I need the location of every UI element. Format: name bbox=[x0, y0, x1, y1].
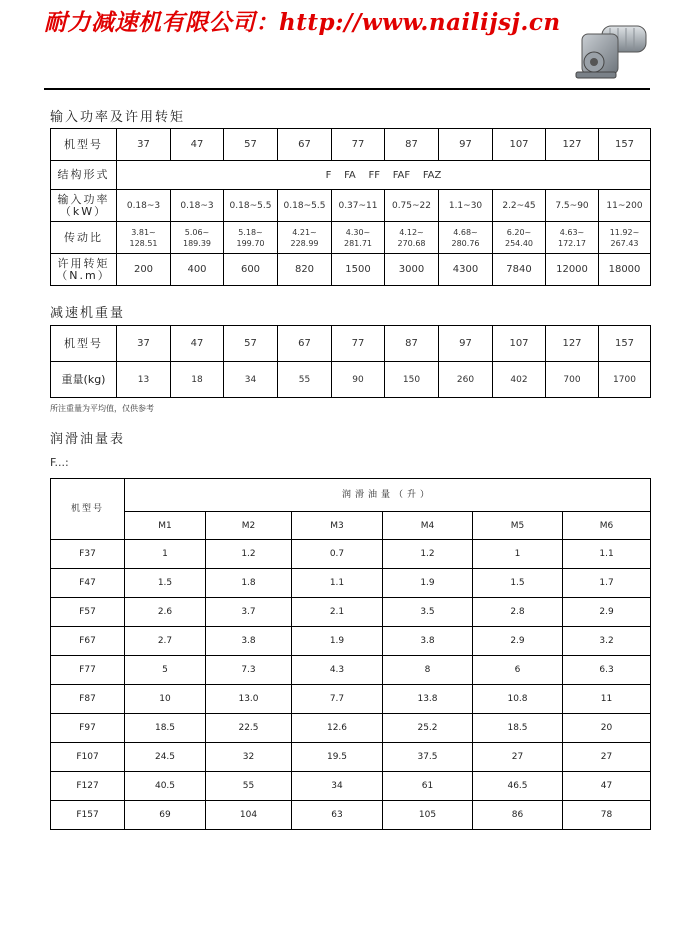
oil-cell: 2.9 bbox=[473, 627, 563, 656]
ratio-max: 228.99 bbox=[290, 238, 319, 248]
table-row bbox=[51, 656, 651, 685]
oil-cell: 47 bbox=[563, 772, 651, 801]
oil-model-cell: F97 bbox=[51, 714, 125, 743]
model-cell: 57 bbox=[224, 129, 278, 161]
model-cell: 97 bbox=[439, 129, 493, 161]
oil-cell: 10.8 bbox=[473, 685, 563, 714]
oil-cell: 40.5 bbox=[125, 772, 206, 801]
oil-cell: 18.5 bbox=[473, 714, 563, 743]
section-title-weight: 减速机重量 bbox=[50, 306, 126, 321]
position-header: M6 bbox=[563, 512, 651, 540]
header-divider bbox=[44, 88, 650, 90]
oil-cell: 8 bbox=[383, 656, 473, 685]
oil-cell: 2.7 bbox=[125, 627, 206, 656]
ratio-min: 4.12~ bbox=[399, 227, 424, 237]
oil-cell: 18.5 bbox=[125, 714, 206, 743]
torque-cell: 600 bbox=[224, 254, 278, 286]
ratio-min: 4.68~ bbox=[453, 227, 478, 237]
table-row bbox=[51, 512, 651, 540]
position-header: M2 bbox=[206, 512, 292, 540]
torque-cell: 400 bbox=[171, 254, 224, 286]
ratio-min: 4.21~ bbox=[292, 227, 317, 237]
torque-label-line1: 许用转矩 bbox=[57, 256, 110, 270]
power-cell: 11~200 bbox=[599, 190, 651, 222]
table-row bbox=[51, 569, 651, 598]
oil-cell: 1.9 bbox=[383, 569, 473, 598]
oil-cell: 12.6 bbox=[292, 714, 383, 743]
table-row bbox=[51, 743, 651, 772]
position-header: M5 bbox=[473, 512, 563, 540]
torque-cell: 1500 bbox=[332, 254, 385, 286]
oil-cell: 2.6 bbox=[125, 598, 206, 627]
table-row bbox=[51, 161, 651, 190]
power-cell: 0.18~5.5 bbox=[224, 190, 278, 222]
oil-cell: 10 bbox=[125, 685, 206, 714]
torque-cell: 200 bbox=[117, 254, 171, 286]
power-cell: 0.18~5.5 bbox=[278, 190, 332, 222]
ratio-cell bbox=[546, 222, 599, 254]
model-cell: 47 bbox=[171, 129, 224, 161]
torque-cell: 820 bbox=[278, 254, 332, 286]
weight-cell: 55 bbox=[278, 362, 332, 398]
oil-cell: 78 bbox=[563, 801, 651, 830]
oil-cell: 69 bbox=[125, 801, 206, 830]
ratio-min: 6.20~ bbox=[506, 227, 532, 237]
oil-cell: 13.8 bbox=[383, 685, 473, 714]
torque-cell: 4300 bbox=[439, 254, 493, 286]
table-row bbox=[51, 129, 651, 161]
table-row bbox=[51, 222, 651, 254]
oil-cell: 20 bbox=[563, 714, 651, 743]
oil-cell: 1.2 bbox=[206, 540, 292, 569]
table-row bbox=[51, 627, 651, 656]
ratio-max: 128.51 bbox=[129, 238, 158, 248]
power-cell: 2.2~45 bbox=[493, 190, 546, 222]
weight-cell: 90 bbox=[332, 362, 385, 398]
table-row bbox=[51, 540, 651, 569]
ratio-max: 189.39 bbox=[183, 238, 211, 248]
ratio-max: 267.43 bbox=[610, 238, 639, 248]
oil-cell: 34 bbox=[292, 772, 383, 801]
gear-reducer-icon bbox=[572, 22, 650, 84]
oil-model-cell: F77 bbox=[51, 656, 125, 685]
table-row bbox=[51, 801, 651, 830]
weight-cell: 402 bbox=[493, 362, 546, 398]
oil-cell: 1.1 bbox=[292, 569, 383, 598]
oil-model-cell: F67 bbox=[51, 627, 125, 656]
oil-cell: 1 bbox=[125, 540, 206, 569]
model-cell: 127 bbox=[546, 326, 599, 362]
power-cell: 0.18~3 bbox=[117, 190, 171, 222]
power-cell: 1.1~30 bbox=[439, 190, 493, 222]
oil-cell: 1.2 bbox=[383, 540, 473, 569]
ratio-cell bbox=[332, 222, 385, 254]
ratio-max: 270.68 bbox=[397, 238, 426, 248]
torque-cell: 7840 bbox=[493, 254, 546, 286]
oil-cell: 3.8 bbox=[383, 627, 473, 656]
oil-cell: 19.5 bbox=[292, 743, 383, 772]
model-cell: 97 bbox=[439, 326, 493, 362]
ratio-cell bbox=[439, 222, 493, 254]
oil-cell: 61 bbox=[383, 772, 473, 801]
ratio-cell bbox=[493, 222, 546, 254]
model-cell: 67 bbox=[278, 129, 332, 161]
oil-cell: 6.3 bbox=[563, 656, 651, 685]
table-row bbox=[51, 362, 651, 398]
series-subhead: F...: bbox=[50, 456, 69, 469]
oil-cell: 13.0 bbox=[206, 685, 292, 714]
torque-cell: 12000 bbox=[546, 254, 599, 286]
company-header-title: 耐力减速机有限公司：http://www.nailijsj.cn bbox=[44, 9, 561, 36]
oil-cell: 2.9 bbox=[563, 598, 651, 627]
power-label-line1: 输入功率 bbox=[57, 192, 110, 206]
model-cell: 57 bbox=[224, 326, 278, 362]
oil-cell: 1.8 bbox=[206, 569, 292, 598]
ratio-min: 4.63~ bbox=[559, 227, 585, 237]
table-row bbox=[51, 685, 651, 714]
model-cell: 107 bbox=[493, 129, 546, 161]
structure-label: 结构形式 bbox=[51, 161, 117, 190]
ratio-max: 172.17 bbox=[558, 238, 586, 248]
weight-cell: 18 bbox=[171, 362, 224, 398]
model-cell: 37 bbox=[117, 326, 171, 362]
power-label bbox=[51, 190, 117, 222]
oil-cell: 11 bbox=[563, 685, 651, 714]
oil-cell: 24.5 bbox=[125, 743, 206, 772]
ratio-label: 传动比 bbox=[51, 222, 117, 254]
oil-model-cell: F37 bbox=[51, 540, 125, 569]
oil-cell: 1.1 bbox=[563, 540, 651, 569]
ratio-cell bbox=[171, 222, 224, 254]
ratio-max: 199.70 bbox=[236, 238, 265, 248]
oil-cell: 4.3 bbox=[292, 656, 383, 685]
weight-cell: 13 bbox=[117, 362, 171, 398]
model-cell: 157 bbox=[599, 326, 651, 362]
model-cell: 77 bbox=[332, 326, 385, 362]
oil-cell: 55 bbox=[206, 772, 292, 801]
ratio-min: 5.18~ bbox=[238, 227, 263, 237]
model-cell: 47 bbox=[171, 326, 224, 362]
weight-cell: 260 bbox=[439, 362, 493, 398]
table-row bbox=[51, 598, 651, 627]
model-label: 机型号 bbox=[51, 326, 117, 362]
oil-model-cell: F57 bbox=[51, 598, 125, 627]
oil-quantity-table bbox=[50, 478, 651, 830]
oil-cell: 22.5 bbox=[206, 714, 292, 743]
oil-cell: 1.5 bbox=[473, 569, 563, 598]
ratio-cell bbox=[385, 222, 439, 254]
section-title-power-torque: 输入功率及许用转矩 bbox=[50, 110, 186, 125]
model-cell: 87 bbox=[385, 326, 439, 362]
position-header: M4 bbox=[383, 512, 473, 540]
torque-label bbox=[51, 254, 117, 286]
model-cell: 87 bbox=[385, 129, 439, 161]
ratio-min: 5.06~ bbox=[184, 227, 210, 237]
ratio-cell bbox=[599, 222, 651, 254]
power-label-line2: （kW） bbox=[59, 204, 108, 218]
table-row bbox=[51, 254, 651, 286]
ratio-max: 280.76 bbox=[451, 238, 480, 248]
oil-cell: 3.2 bbox=[563, 627, 651, 656]
table-row bbox=[51, 479, 651, 512]
oil-cell: 2.8 bbox=[473, 598, 563, 627]
oil-model-cell: F157 bbox=[51, 801, 125, 830]
model-cell: 127 bbox=[546, 129, 599, 161]
model-label: 机型号 bbox=[51, 479, 125, 540]
oil-model-cell: F47 bbox=[51, 569, 125, 598]
oil-model-cell: F87 bbox=[51, 685, 125, 714]
ratio-cell bbox=[117, 222, 171, 254]
ratio-max: 254.40 bbox=[505, 238, 533, 248]
table-row bbox=[51, 326, 651, 362]
oil-model-cell: F107 bbox=[51, 743, 125, 772]
oil-cell: 46.5 bbox=[473, 772, 563, 801]
oil-model-cell: F127 bbox=[51, 772, 125, 801]
oil-cell: 1 bbox=[473, 540, 563, 569]
ratio-min: 11.92~ bbox=[609, 227, 640, 237]
weight-cell: 150 bbox=[385, 362, 439, 398]
oil-cell: 37.5 bbox=[383, 743, 473, 772]
oil-cell: 25.2 bbox=[383, 714, 473, 743]
oil-cell: 32 bbox=[206, 743, 292, 772]
ratio-cell bbox=[224, 222, 278, 254]
weight-cell: 1700 bbox=[599, 362, 651, 398]
model-cell: 77 bbox=[332, 129, 385, 161]
oil-cell: 7.3 bbox=[206, 656, 292, 685]
oil-cell: 104 bbox=[206, 801, 292, 830]
oil-cell: 86 bbox=[473, 801, 563, 830]
weight-note: 所注重量为平均值，仅供参考 bbox=[50, 404, 154, 413]
oil-cell: 1.7 bbox=[563, 569, 651, 598]
model-label: 机型号 bbox=[51, 129, 117, 161]
oil-cell: 0.7 bbox=[292, 540, 383, 569]
oil-cell: 1.9 bbox=[292, 627, 383, 656]
table-row bbox=[51, 772, 651, 801]
ratio-min: 3.81~ bbox=[131, 227, 156, 237]
oil-cell: 5 bbox=[125, 656, 206, 685]
weight-label: 重量(kg) bbox=[51, 362, 117, 398]
position-header: M3 bbox=[292, 512, 383, 540]
torque-cell: 18000 bbox=[599, 254, 651, 286]
structure-value: F FA FF FAF FAZ bbox=[117, 161, 651, 190]
position-header: M1 bbox=[125, 512, 206, 540]
oil-cell: 2.1 bbox=[292, 598, 383, 627]
oil-cell: 3.7 bbox=[206, 598, 292, 627]
weight-cell: 34 bbox=[224, 362, 278, 398]
oil-cell: 63 bbox=[292, 801, 383, 830]
oil-cell: 7.7 bbox=[292, 685, 383, 714]
table-row bbox=[51, 190, 651, 222]
oil-cell: 27 bbox=[563, 743, 651, 772]
model-cell: 67 bbox=[278, 326, 332, 362]
torque-label-line2: （N.m） bbox=[56, 268, 111, 282]
oil-cell: 105 bbox=[383, 801, 473, 830]
model-cell: 107 bbox=[493, 326, 546, 362]
power-torque-table bbox=[50, 128, 651, 286]
ratio-max: 281.71 bbox=[344, 238, 372, 248]
oil-cell: 3.8 bbox=[206, 627, 292, 656]
oil-header: 润滑油量（升） bbox=[125, 479, 651, 512]
weight-table bbox=[50, 325, 651, 398]
weight-cell: 700 bbox=[546, 362, 599, 398]
section-title-oil: 润滑油量表 bbox=[50, 432, 126, 447]
power-cell: 0.75~22 bbox=[385, 190, 439, 222]
model-cell: 157 bbox=[599, 129, 651, 161]
power-cell: 0.18~3 bbox=[171, 190, 224, 222]
oil-cell: 27 bbox=[473, 743, 563, 772]
ratio-cell bbox=[278, 222, 332, 254]
torque-cell: 3000 bbox=[385, 254, 439, 286]
model-cell: 37 bbox=[117, 129, 171, 161]
power-cell: 0.37~11 bbox=[332, 190, 385, 222]
oil-cell: 1.5 bbox=[125, 569, 206, 598]
ratio-min: 4.30~ bbox=[345, 227, 371, 237]
oil-cell: 6 bbox=[473, 656, 563, 685]
power-cell: 7.5~90 bbox=[546, 190, 599, 222]
oil-cell: 3.5 bbox=[383, 598, 473, 627]
table-row bbox=[51, 714, 651, 743]
